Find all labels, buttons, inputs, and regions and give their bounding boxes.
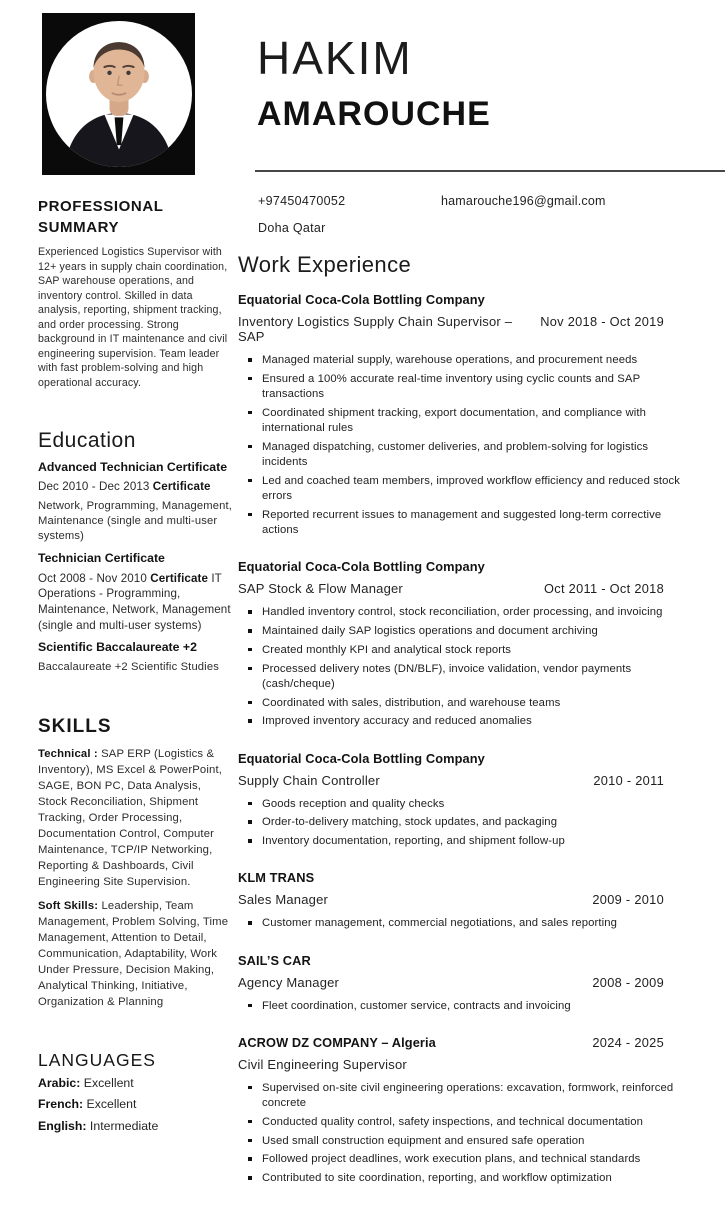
job-bullet: Inventory documentation, reporting, and shipment follow-up xyxy=(238,834,690,849)
education-items xyxy=(38,460,232,675)
job-company-row xyxy=(238,751,690,766)
header-divider xyxy=(255,170,725,172)
job-bullet: Used small construction equipment and ensured safe operation xyxy=(238,1134,690,1149)
language-item: English: Intermediate xyxy=(38,1118,159,1133)
job-bullets xyxy=(238,1081,690,1187)
job-bullet: Contributed to site coordination, reporting, and workflow optimization xyxy=(238,1171,690,1186)
job-role: Civil Engineering Supervisor xyxy=(238,1056,407,1072)
contact-row xyxy=(238,194,690,208)
job-bullets xyxy=(238,797,690,850)
job-company: Equatorial Coca-Cola Bottling Company xyxy=(238,559,485,575)
professional-summary-title: PROFESSIONAL SUMMARY xyxy=(38,198,164,236)
skills-title: SKILLS xyxy=(38,715,112,737)
job-dates: 2008 - 2009 xyxy=(592,974,664,990)
education-description: Network, Programming, Management, Maintenance (single and multi-user systems) xyxy=(38,500,232,543)
work-experience-title: Work Experience xyxy=(238,252,412,277)
job-bullet: Managed material supply, warehouse operations, and procurement needs xyxy=(238,353,690,368)
job-bullet: Order-to-delivery matching, stock updates, and packaging xyxy=(238,815,690,830)
skills-groups xyxy=(38,746,232,1011)
job-dates: 2010 - 2011 xyxy=(593,772,664,788)
last-name: AMAROUCHE xyxy=(257,95,491,134)
language-item: French: Excellent xyxy=(38,1097,137,1112)
job-bullet: Ensured a 100% accurate real-time inventory using cyclic counts and SAP transactions xyxy=(238,372,690,403)
skill-group-label: Soft Skills: xyxy=(38,900,99,912)
job-company: KLM TRANS xyxy=(238,870,315,886)
job-company-row xyxy=(238,292,690,307)
first-name: HAKIM xyxy=(257,32,413,84)
language-label: English: xyxy=(38,1118,87,1133)
education-item xyxy=(38,551,232,633)
job-bullet: Managed dispatching, customer deliveries, and problem-solving for logistics incidents xyxy=(238,440,690,471)
languages-title: LANGUAGES xyxy=(38,1050,156,1071)
job-role-row xyxy=(238,773,690,788)
job-entry xyxy=(238,870,690,931)
language-label: Arabic: xyxy=(38,1076,81,1091)
avatar-illustration xyxy=(46,21,192,167)
education-degree: Scientific Baccalaureate +2 xyxy=(38,640,197,655)
job-role: Inventory Logistics Supply Chain Supervisor – SAP xyxy=(238,314,513,344)
job-bullet: Coordinated with sales, distribution, and warehouse teams xyxy=(238,696,690,711)
job-role-row xyxy=(238,581,690,596)
job-entry xyxy=(238,559,690,729)
job-company: ACROW DZ COMPANY – Algeria xyxy=(238,1034,436,1050)
job-bullet: Improved inventory accuracy and reduced anomalies xyxy=(238,714,690,729)
job-bullet: Handled inventory control, stock reconciliation, order processing, and invoicing xyxy=(238,605,690,620)
profile-photo-frame xyxy=(42,13,195,175)
job-role-row xyxy=(238,892,690,907)
job-bullet: Reported recurrent issues to management and suggested long-term corrective actions xyxy=(238,508,690,539)
job-dates: 2009 - 2010 xyxy=(592,892,664,908)
education-degree: Technician Certificate xyxy=(38,551,165,566)
education-item xyxy=(38,460,232,544)
job-dates: Nov 2018 - Oct 2019 xyxy=(540,314,664,329)
skill-group-label: Technical : xyxy=(38,747,98,760)
job-bullet: Led and coached team members, improved workflow efficiency and reduced stock errors xyxy=(238,474,690,505)
sidebar xyxy=(38,196,232,1135)
job-role: Agency Manager xyxy=(238,974,340,990)
education-section xyxy=(38,429,232,675)
language-items xyxy=(38,1075,232,1135)
job-company-row xyxy=(238,953,690,968)
job-role-row xyxy=(238,314,690,344)
languages-section xyxy=(38,1050,232,1135)
job-company-row xyxy=(238,870,690,885)
job-bullet: Customer management, commercial negotiations, and sales reporting xyxy=(238,916,690,931)
job-bullet: Processed delivery notes (DN/BLF), invoice validation, vendor payments (cash/cheque) xyxy=(238,662,690,693)
job-company: Equatorial Coca-Cola Bottling Company xyxy=(238,292,485,307)
job-bullets xyxy=(238,605,690,729)
job-bullet: Supervised on-site civil engineering operations: excavation, formwork, reinforced concrete xyxy=(238,1081,690,1112)
job-entry xyxy=(238,953,690,1014)
skills-section xyxy=(38,716,232,1011)
job-role-row xyxy=(238,1057,690,1072)
job-list xyxy=(238,292,690,1186)
location: Doha Qatar xyxy=(258,221,326,235)
profile-photo xyxy=(46,21,192,167)
job-entry xyxy=(238,1035,690,1187)
job-dates: 2024 - 2025 xyxy=(592,1034,664,1050)
job-bullet: Maintained daily SAP logistics operations and document archiving xyxy=(238,624,690,639)
education-item xyxy=(38,640,232,674)
job-bullets xyxy=(238,999,690,1014)
professional-summary-section xyxy=(38,196,232,390)
education-date: Dec 2010 - Dec 2013 Certificate xyxy=(38,480,211,494)
job-bullet: Coordinated shipment tracking, export documentation, and compliance with international rules xyxy=(238,406,690,437)
job-company-row xyxy=(238,559,690,574)
language-item: Arabic: Excellent xyxy=(38,1076,134,1091)
education-date: Oct 2008 - Nov 2010 Certificate IT Operations - Programming, Maintenance, Network, Management (single and multi-user systems) xyxy=(38,571,231,632)
job-bullets xyxy=(238,353,690,538)
job-company: SAIL’S CAR xyxy=(238,952,311,968)
job-company-row xyxy=(238,1035,690,1050)
job-bullets xyxy=(238,916,690,931)
education-degree: Advanced Technician Certificate xyxy=(38,460,228,474)
language-label: French: xyxy=(38,1097,84,1112)
job-role: Sales Manager xyxy=(238,892,329,908)
job-company: Equatorial Coca-Cola Bottling Company xyxy=(238,750,485,766)
email-address: hamarouche196@gmail.com xyxy=(441,194,606,208)
phone-number: +97450470052 xyxy=(258,194,346,208)
job-bullet: Created monthly KPI and analytical stock reports xyxy=(238,643,690,658)
job-bullet: Goods reception and quality checks xyxy=(238,797,690,812)
professional-summary-text: Experienced Logistics Supervisor with 12+ years in supply chain coordination, SAP warehouse operations, and inventory control. Skilled in data analysis, reporting, shipment tracking, and order processing. Strong background in IT maintenance and civil engineering supervision. Team leader with fast problem-solving and high operational accuracy. xyxy=(38,246,228,389)
job-role-row xyxy=(238,975,690,990)
job-bullet: Fleet coordination, customer service, contracts and invoicing xyxy=(238,999,690,1014)
job-entry xyxy=(238,751,690,850)
skill-group: Technical : SAP ERP (Logistics & Inventory), MS Excel & PowerPoint, SAGE, BON PC, Data Analysis, Stock Reconciliation, Shipment Tracking, Order Processing, Documentation Control, Computer Maintenance, TCP/IP Networking, Reporting & Dashboards, Civil Engineering Site Supervision. xyxy=(38,747,223,888)
education-description: Baccalaureate +2 Scientific Studies xyxy=(38,660,219,673)
header-name xyxy=(257,34,491,133)
job-bullet: Followed project deadlines, work execution plans, and technical standards xyxy=(238,1152,690,1167)
job-dates: Oct 2011 - Oct 2018 xyxy=(544,581,664,597)
job-role: Supply Chain Controller xyxy=(238,772,380,788)
job-role: SAP Stock & Flow Manager xyxy=(238,581,403,597)
education-title: Education xyxy=(38,429,136,452)
job-entry xyxy=(238,292,690,538)
main-column xyxy=(238,194,690,1207)
job-bullet: Conducted quality control, safety inspections, and technical documentation xyxy=(238,1115,690,1130)
skill-group: Soft Skills: Leadership, Team Management, Problem Solving, Time Management, Attention to Detail, Communication, Adaptability, Work Under Pressure, Decision Making, Analytical Thinking, Initiative, Organization & Planning xyxy=(38,900,229,1009)
